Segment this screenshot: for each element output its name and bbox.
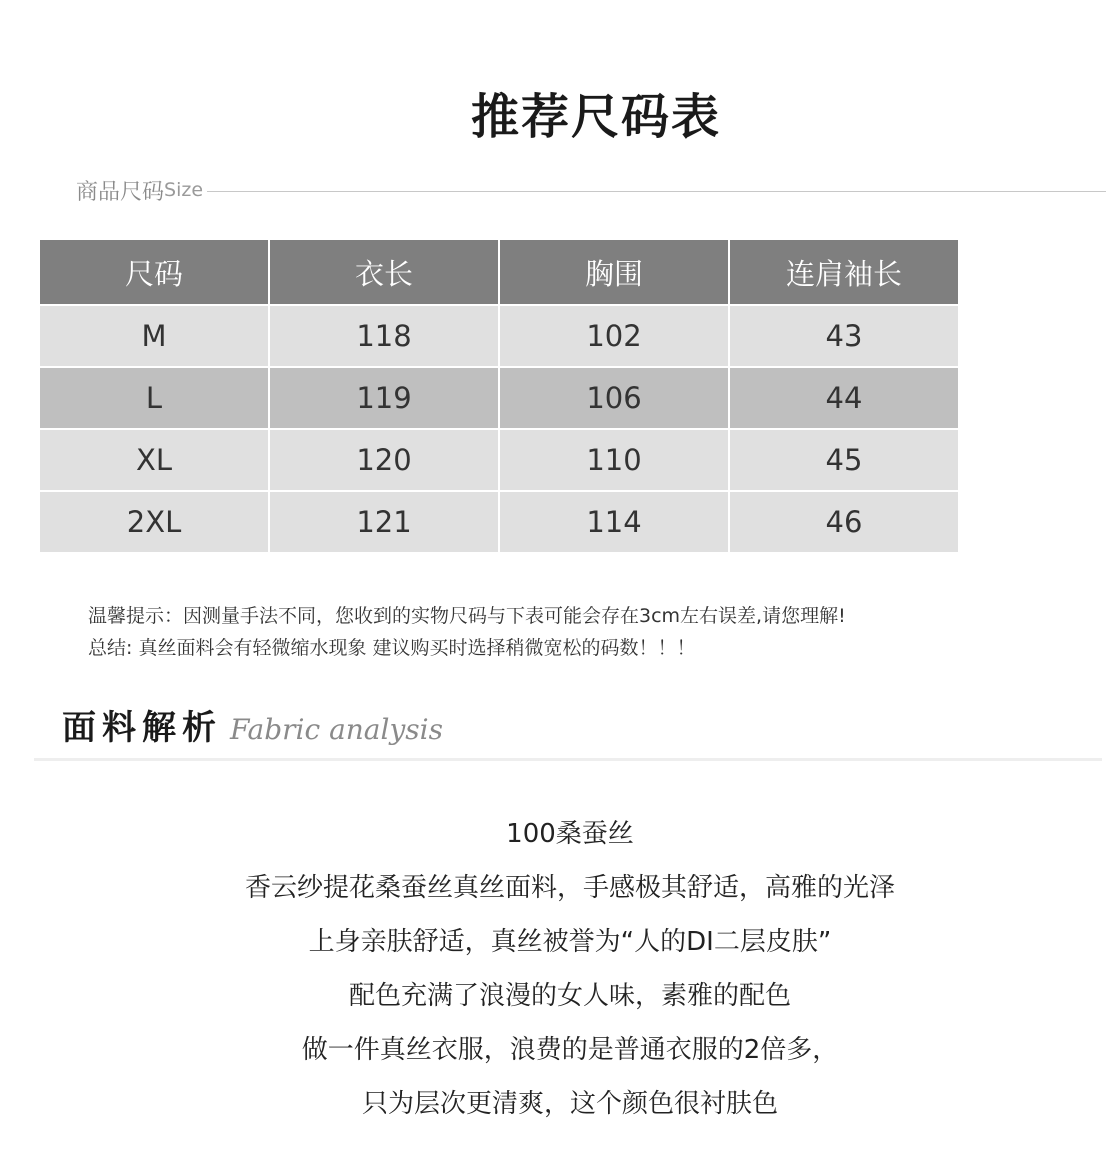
cell-size: M <box>39 305 269 367</box>
cell-sleeve: 43 <box>729 305 959 367</box>
fabric-line: 做一件真丝衣服，浪费的是普通衣服的2倍多， <box>301 1035 839 1065</box>
fabric-line: 配色充满了浪漫的女人味，素雅的配色 <box>348 981 791 1011</box>
header-bust: 胸围 <box>499 239 729 305</box>
fabric-line: 100桑蚕丝 <box>506 819 634 849</box>
cell-sleeve: 44 <box>729 367 959 429</box>
header-length: 衣长 <box>269 239 499 305</box>
fabric-divider <box>34 758 1102 761</box>
fabric-description <box>0 812 1106 1136</box>
cell-size: L <box>39 367 269 429</box>
table-row <box>39 429 959 491</box>
table-row <box>39 367 959 429</box>
cell-sleeve: 46 <box>729 491 959 553</box>
section-divider <box>207 191 1106 192</box>
table-row <box>39 491 959 553</box>
tip-measurement-note: 温馨提示：因测量手法不同，您收到的实物尺码与下表可能会存在3cm左右误差,请您理解! <box>88 605 846 627</box>
size-tips <box>88 600 846 664</box>
cell-bust: 102 <box>499 305 729 367</box>
fabric-line: 只为层次更清爽，这个颜色很衬肤色 <box>361 1089 778 1119</box>
cell-length: 119 <box>269 367 499 429</box>
size-section-header <box>76 172 1106 208</box>
header-sleeve: 连肩袖长 <box>729 239 959 305</box>
cell-bust: 110 <box>499 429 729 491</box>
fabric-section-label-en: Fabric analysis <box>230 713 443 746</box>
table-row <box>39 305 959 367</box>
size-section-label-en: Size <box>164 179 204 201</box>
size-section-label-cn: 商品尺码 <box>76 179 165 205</box>
cell-sleeve: 45 <box>729 429 959 491</box>
cell-bust: 106 <box>499 367 729 429</box>
header-size: 尺码 <box>39 239 269 305</box>
cell-length: 120 <box>269 429 499 491</box>
fabric-line: 香云纱提花桑蚕丝真丝面料，手感极其舒适，高雅的光泽 <box>244 873 895 903</box>
page-title: 推荐尺码表 <box>470 89 721 145</box>
size-table <box>38 238 960 554</box>
cell-bust: 114 <box>499 491 729 553</box>
cell-size: XL <box>39 429 269 491</box>
fabric-section-label-cn: 面料解析 <box>62 708 222 748</box>
cell-size: 2XL <box>39 491 269 553</box>
cell-length: 118 <box>269 305 499 367</box>
fabric-line: 上身亲肤舒适，真丝被誉为“人的DI二层皮肤” <box>308 927 832 957</box>
fabric-section-header <box>62 700 443 749</box>
table-header-row <box>39 239 959 305</box>
cell-length: 121 <box>269 491 499 553</box>
tip-summary-note: 总结: 真丝面料会有轻微缩水现象 建议购买时选择稍微宽松的码数！！！ <box>88 637 696 659</box>
